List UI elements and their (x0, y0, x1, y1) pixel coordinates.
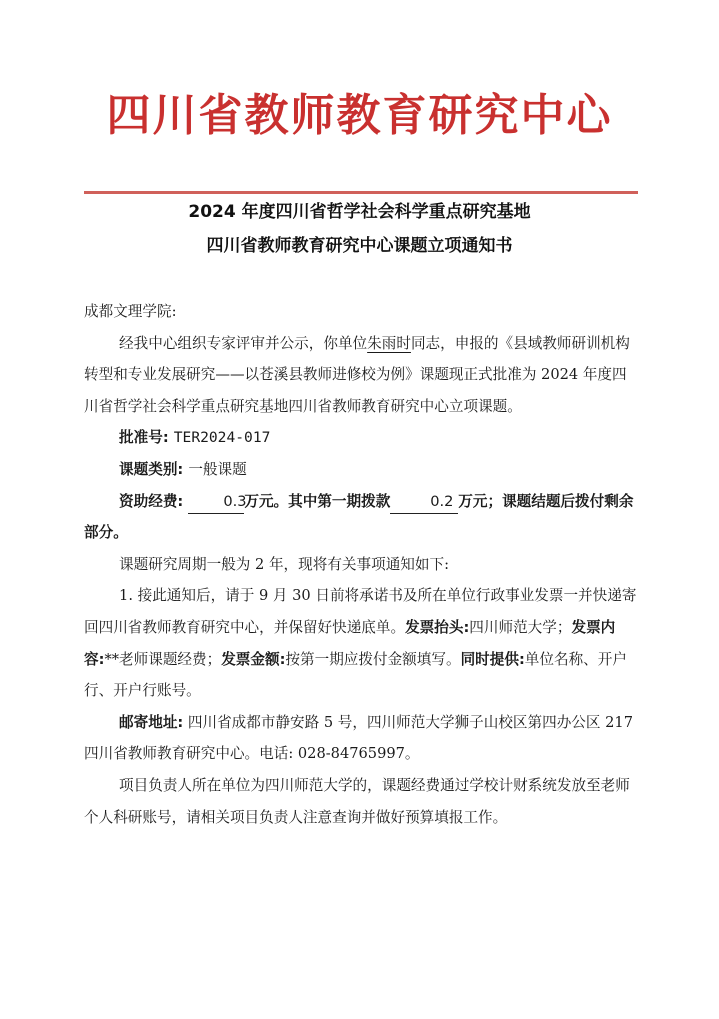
letterhead-title: 四川省教师教育研究中心 (106, 90, 613, 141)
also-provide-value: 单位名称、开户行、开户行账号。 (84, 650, 627, 700)
invoice-header-label: 发票抬头: (405, 618, 470, 636)
letterhead-rule (84, 191, 638, 194)
applicant-name: 朱雨时 (367, 334, 411, 352)
funding-row (84, 486, 640, 549)
approval-text-rest: 同志，申报的《县域教师研训机构转型和专业发展研究——以苍溪县教师进修校为例》课题现正式批准为 2024 年度四川省哲学社会科学重点研究基地四川省教师教育研究中心立项课题。 (84, 334, 630, 415)
mailing-paragraph (84, 707, 640, 770)
addressee: 成都文理学院: (84, 303, 177, 320)
category-value: 一般课题 (188, 460, 247, 478)
approval-text-pre: 经我中心组织专家评审并公示，你单位 (119, 334, 368, 352)
approval-number-value: TER2024-017 (173, 429, 271, 447)
invoice-amount-value: 按第一期应拨付金额填写。 (285, 650, 461, 668)
funding-first-installment: 0.2 (390, 491, 458, 514)
invoice-content-label: 发票内容: (84, 618, 616, 668)
item1-paragraph (84, 580, 640, 706)
approval-number-row (84, 422, 640, 454)
document-title-line1: 2024 年度四川省哲学社会科学重点研究基地 (188, 202, 531, 222)
also-provide-label: 同时提供: (460, 650, 525, 668)
document-title-line2: 四川省教师教育研究中心课题立项通知书 (206, 236, 513, 256)
final-paragraph: 项目负责人所在单位为四川师范大学的，课题经费通过学校计财系统发放至老师个人科研账号，请相关项目负责人注意查询并做好预算填报工作。 (84, 776, 630, 826)
category-label: 课题类别: (119, 460, 184, 478)
period-paragraph: 课题研究周期一般为 2 年，现将有关事项通知如下: (119, 555, 449, 573)
funding-unit1: 万元。其中第一期拨款 (244, 492, 391, 510)
item1-text: 1. 接此通知后，请于 9 月 30 日前将承诺书及所在单位行政事业发票一并快递寄回四川省教师教育研究中心，并保留好快递底单。 (84, 587, 637, 636)
mailing-value: 四川省成都市静安路 5 号，四川师范大学狮子山校区第四办公区 217 四川省教师教育研究中心。电话: 028-84765997。 (84, 713, 633, 763)
funding-amount: 0.3 (188, 491, 244, 514)
document-body (84, 296, 640, 833)
funding-label: 资助经费: (119, 492, 184, 510)
invoice-amount-label: 发票金额: (221, 650, 286, 668)
category-row (84, 454, 640, 486)
mailing-label: 邮寄地址: (119, 713, 184, 731)
invoice-header-value: 四川师范大学； (469, 618, 572, 636)
approval-number-label: 批准号: (119, 429, 169, 447)
invoice-content-value: **老师课题经费； (104, 650, 222, 668)
funding-unit2: 万元；课题结题后拨付剩余部分。 (84, 492, 634, 542)
approval-paragraph (84, 328, 640, 423)
